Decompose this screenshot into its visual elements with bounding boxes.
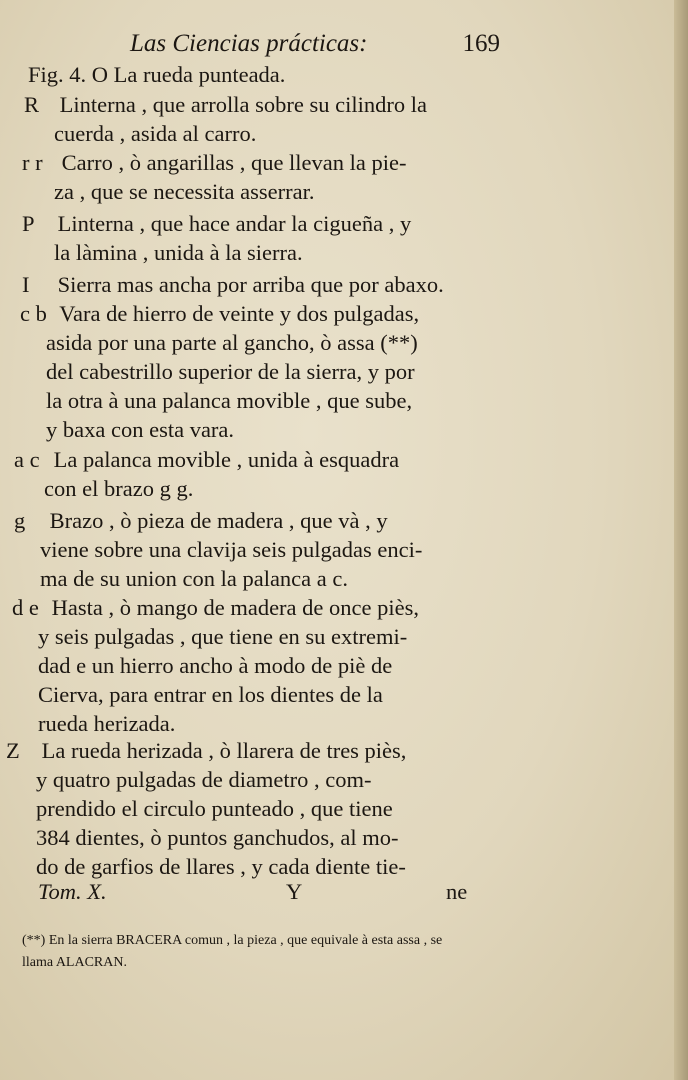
entry-key: R: [24, 92, 40, 117]
entry-key: I: [22, 272, 30, 297]
entry-text: Hasta , ò mango de madera de once piès,: [51, 595, 419, 620]
entry-key: r r: [22, 150, 43, 175]
entry-text: Sierra mas ancha por arriba que por abaxo.: [57, 272, 444, 297]
entry-line: cuerda , asida al carro.: [54, 121, 257, 146]
entry-line: za , que se necessita asserrar.: [54, 179, 315, 204]
entry-key: P: [22, 211, 35, 236]
entry-text: La palanca movible , unida à esquadra: [53, 447, 400, 472]
entry-line: [20, 299, 419, 329]
entry-line: do de garfios de llares , y cada diente tie-: [36, 854, 406, 879]
entry-key: c b: [20, 301, 47, 326]
entry-key: Z: [6, 738, 20, 763]
footnote-line: llama ALACRAN.: [22, 955, 127, 970]
entry-line: del cabestrillo superior de la sierra, y por: [46, 359, 415, 384]
footnote-line: (**) En la sierra BRACERA comun , la pieza , que equivale à esta assa , se: [22, 933, 443, 948]
entry-key: d e: [12, 595, 39, 620]
entry-text: Linterna , que hace andar la cigueña , y: [57, 211, 412, 236]
figure-caption: Fig. 4. O La rueda punteada.: [28, 62, 286, 87]
entry-line: [6, 736, 406, 766]
entry-line: rueda herizada.: [38, 711, 176, 736]
page-header: [130, 30, 500, 64]
running-title: Las Ciencias prácticas:: [130, 30, 368, 57]
entry-line: [14, 445, 399, 475]
entry-line: [22, 148, 407, 178]
entry-line: con el brazo g g.: [44, 476, 194, 501]
entry-line: prendido el circulo punteado , que tiene: [36, 796, 393, 821]
gathering-letter: Y: [286, 879, 303, 904]
entry-line: ma de su union con la palanca a c.: [40, 566, 349, 591]
catchword: ne: [446, 879, 468, 904]
entry-text: La rueda herizada , ò llarera de tres piès,: [41, 738, 407, 763]
entry-line: [24, 90, 506, 120]
entry-line: Cierva, para entrar en los dientes de la: [38, 682, 383, 707]
page-number: 169: [462, 30, 500, 57]
entry-key: g: [14, 508, 26, 533]
entry-line: [12, 593, 419, 623]
book-spine-shadow: [674, 0, 688, 1080]
entry-text: Vara de hierro de veinte y dos pulgadas,: [59, 301, 420, 326]
entry-line: [22, 270, 444, 300]
entry-line: asida por una parte al gancho, ò assa (**): [46, 330, 418, 355]
entry-line: dad e un hierro ancho à modo de piè de: [38, 653, 393, 678]
entry-line: y seis pulgadas , que tiene en su extremi-: [38, 624, 408, 649]
entry-line: y baxa con esta vara.: [46, 417, 235, 442]
entry-line: la otra à una palanca movible , que sube,: [46, 388, 413, 413]
entry-line: viene sobre una clavija seis pulgadas enci-: [40, 537, 423, 562]
entry-line: 384 dientes, ò puntos ganchudos, al mo-: [36, 825, 399, 850]
entry-text: Linterna , que arrolla sobre su cilindro la: [59, 92, 427, 117]
volume-signature: Tom. X.: [38, 879, 107, 904]
entry-line: [14, 506, 388, 536]
entry-line: [22, 209, 411, 239]
entry-text: Brazo , ò pieza de madera , que và , y: [49, 508, 388, 533]
entry-text: Carro , ò angarillas , que llevan la pie-: [61, 150, 407, 175]
entry-key: a c: [14, 447, 40, 472]
entry-line: la làmina , unida à la sierra.: [54, 240, 303, 265]
entry-line: y quatro pulgadas de diametro , com-: [36, 767, 372, 792]
